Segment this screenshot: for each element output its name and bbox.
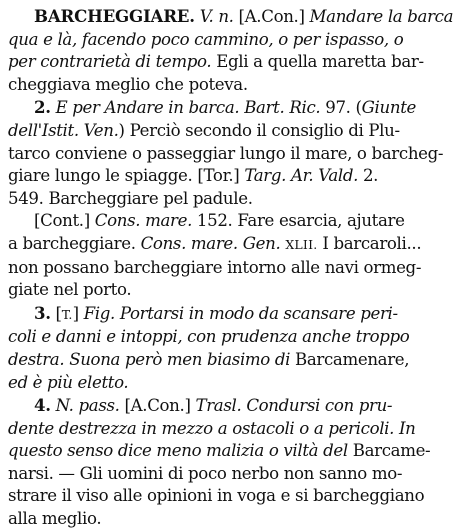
entry-line xyxy=(8,5,462,29)
text-run: 2. xyxy=(358,166,379,186)
text-run: ] xyxy=(72,303,84,323)
text-run: alla meglio. xyxy=(8,509,102,529)
italic-text: dente destrezza in mezzo a ostacoli o a pericoli. In xyxy=(8,418,416,438)
entry-line xyxy=(8,210,462,233)
sense-number: 4. xyxy=(34,395,51,416)
italic-text: qua e là, facendo poco cammino, o per ispasso, o xyxy=(8,29,404,49)
italic-text: dell'Istit. Ven. xyxy=(8,120,119,140)
entry-line xyxy=(8,279,462,302)
entry-line xyxy=(8,143,462,166)
entry-line xyxy=(8,165,462,188)
italic-text: per contrarietà di tempo. xyxy=(8,52,212,72)
text-run: tarco conviene o passeggiar lungo il mare, o barcheg- xyxy=(8,143,444,163)
italic-text: destra. Suona però men biasimo di xyxy=(8,349,291,369)
italic-text: Fig. Portarsi in modo da scansare peri- xyxy=(83,303,398,323)
entry-line xyxy=(8,96,462,120)
headword: BARCHEGGIARE. xyxy=(34,6,195,26)
text-run: [A.Con.] xyxy=(119,396,196,416)
entry-line xyxy=(8,508,462,531)
entry-line xyxy=(8,120,462,143)
text-run: 97. ( xyxy=(320,98,362,118)
entry-line xyxy=(8,372,462,395)
text-run: narsi. — Gli uomini di poco nerbo non sanno mo- xyxy=(8,463,403,483)
italic-text: V. n. xyxy=(199,7,234,26)
italic-text: Cons. mare. xyxy=(94,211,192,231)
entry-line xyxy=(8,188,462,211)
entry-line xyxy=(8,51,462,74)
text-run: giare lungo le spiagge. [Tor.] xyxy=(8,166,245,186)
text-run: [A.Con.] xyxy=(233,7,310,26)
text-run: [ xyxy=(50,303,62,323)
italic-text: Cons. mare. Gen. xyxy=(140,233,281,253)
entry-line xyxy=(8,485,462,508)
italic-text: ed è più eletto. xyxy=(8,372,129,392)
text-run: Barcamenare, xyxy=(290,349,410,369)
text-run: 152. Fare esarcia, ajutare xyxy=(192,211,405,231)
italic-text: Targ. Ar. Vald. xyxy=(244,166,359,186)
entry-line xyxy=(8,463,462,486)
text-run: Barcame- xyxy=(347,441,431,461)
entry-line xyxy=(8,418,462,441)
entry-line xyxy=(8,302,462,327)
text-run: giate nel porto. xyxy=(8,280,132,300)
small-caps-text: T. xyxy=(61,306,73,322)
entry-line xyxy=(8,29,462,52)
italic-text: coli e danni e intoppi, con prudenza anche troppo xyxy=(8,327,410,347)
italic-text: N. pass. xyxy=(55,396,120,416)
entry-line xyxy=(8,74,462,97)
italic-text: Trasl. Condursi con pru- xyxy=(195,396,393,416)
text-run: Egli a quella maretta bar- xyxy=(211,52,424,72)
italic-text: questo senso dice meno malizia o viltà del xyxy=(8,441,348,461)
text-run: cheggiava meglio che poteva. xyxy=(8,74,248,94)
text-run: I barcaroli... xyxy=(317,233,422,253)
sense-number: 2. xyxy=(34,97,51,118)
entry-line xyxy=(8,394,462,418)
text-run: [Cont.] xyxy=(34,211,95,231)
entry-body xyxy=(8,5,462,531)
sense-number: 3. xyxy=(34,302,51,323)
small-caps-text: XLII. xyxy=(285,236,318,252)
italic-text: E per Andare in barca. Bart. Ric. xyxy=(55,98,321,118)
entry-line xyxy=(8,440,462,463)
text-run: 549. Barcheggiare pel padule. xyxy=(8,188,253,208)
italic-text: Mandare la barca xyxy=(309,7,454,26)
entry-line xyxy=(8,326,462,349)
text-run: non possano barcheggiare intorno alle navi ormeg- xyxy=(8,257,422,277)
entry-line xyxy=(8,257,462,280)
italic-text: Giunte xyxy=(361,98,416,118)
text-run: strare il viso alle opinioni in voga e si barcheggiano xyxy=(8,486,425,506)
entry-line xyxy=(8,233,462,257)
entry-line xyxy=(8,349,462,372)
text-run: a barcheggiare. xyxy=(8,233,141,253)
text-run: ) Perciò secondo il consiglio di Plu- xyxy=(118,120,400,140)
